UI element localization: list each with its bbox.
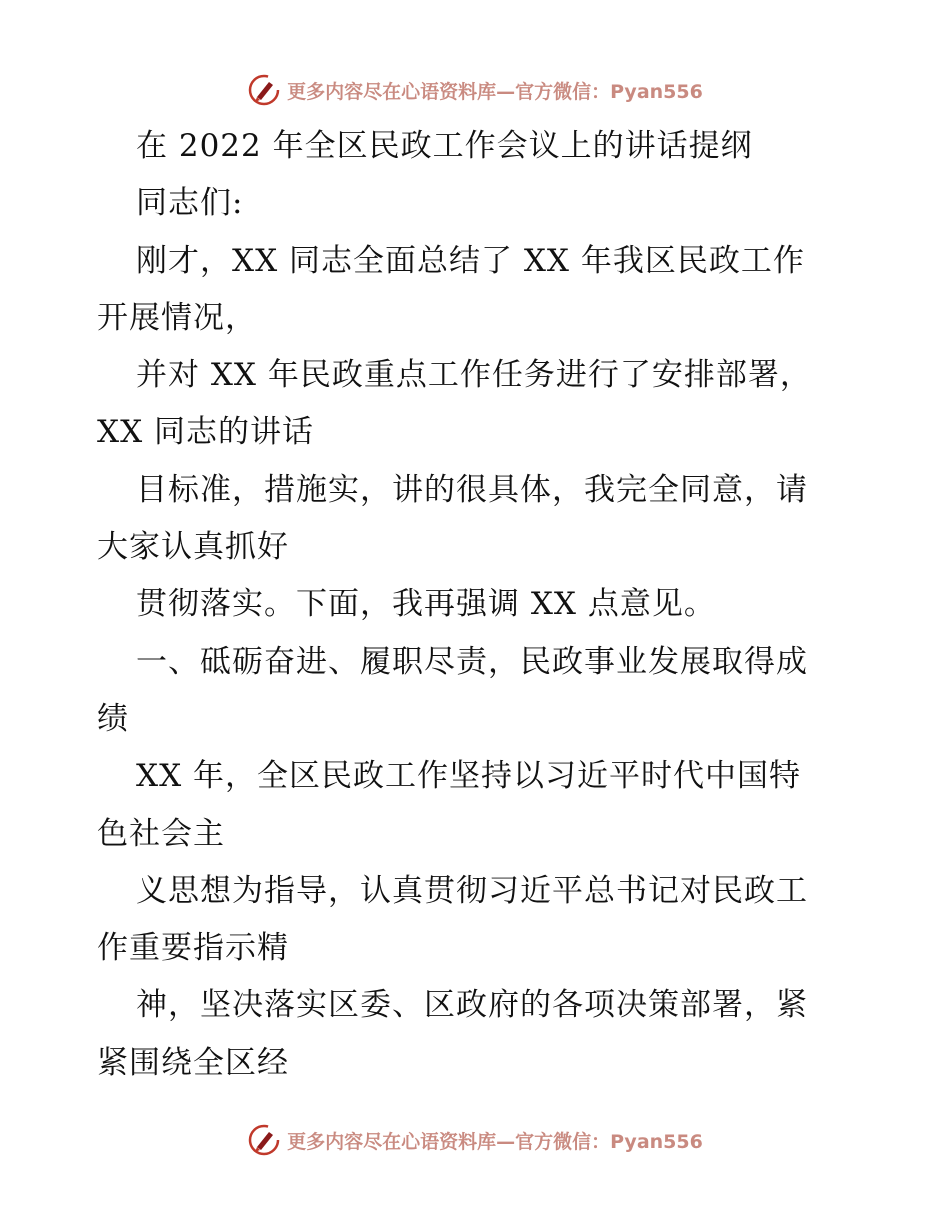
document-body bbox=[97, 118, 857, 1092]
text-line: 色社会主 bbox=[97, 815, 225, 852]
text-line: 大家认真抓好 bbox=[97, 529, 289, 566]
text-line: 开展情况， bbox=[97, 299, 257, 336]
footer-banner-text: 更多内容尽在心语资料库—官方微信：Pyan556 bbox=[287, 1130, 703, 1153]
text-line: 在 2022 年全区民政工作会议上的讲话提纲 bbox=[136, 128, 753, 164]
text-line: 刚才，XX 同志全面总结了 XX 年我区民政工作 bbox=[136, 242, 805, 279]
text-line: 目标准，措施实，讲的很具体，我完全同意，请 bbox=[136, 471, 808, 508]
fountain-pen-logo-icon bbox=[247, 73, 281, 107]
text-line: XX 年，全区民政工作坚持以习近平时代中国特 bbox=[136, 758, 801, 795]
text-line: XX 同志的讲话 bbox=[97, 414, 314, 451]
text-line: 绩 bbox=[97, 700, 129, 737]
text-line: 紧围绕全区经 bbox=[97, 1044, 289, 1081]
text-line: 义思想为指导，认真贯彻习近平总书记对民政工 bbox=[136, 872, 808, 909]
text-line: 一、砥砺奋进、履职尽责，民政事业发展取得成 bbox=[136, 643, 808, 680]
text-line: 同志们: bbox=[136, 185, 244, 222]
header-banner-text: 更多内容尽在心语资料库—官方微信：Pyan556 bbox=[287, 80, 703, 103]
text-line: 作重要指示精 bbox=[97, 930, 289, 967]
text-line: 神，坚决落实区委、区政府的各项决策部署，紧 bbox=[136, 987, 808, 1024]
text-line: 贯彻落实。下面，我再强调 XX 点意见。 bbox=[136, 586, 716, 623]
header-banner bbox=[0, 70, 950, 110]
fountain-pen-logo-icon bbox=[247, 1123, 281, 1157]
text-line: 并对 XX 年民政重点工作任务进行了安排部署， bbox=[136, 357, 812, 394]
footer-banner bbox=[0, 1120, 950, 1160]
